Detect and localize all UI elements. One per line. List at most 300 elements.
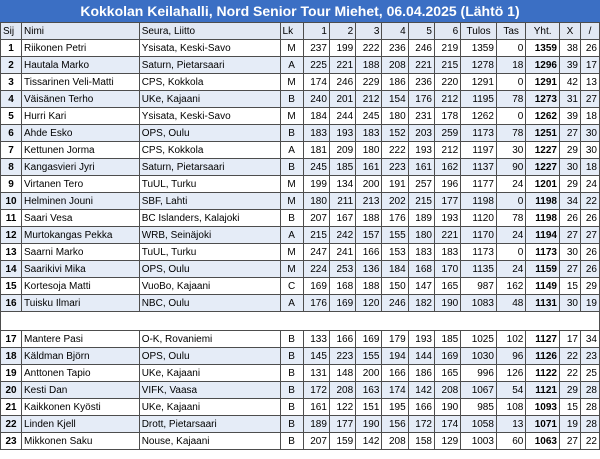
- strikes-cell: 27: [559, 261, 580, 278]
- col-header-game-4: 4: [382, 23, 408, 40]
- club-cell: OPS, Oulu: [139, 348, 280, 365]
- game-5-cell: 172: [408, 416, 434, 433]
- game-5-cell: 221: [408, 57, 434, 74]
- game-6-cell: 259: [434, 125, 460, 142]
- club-cell: CPS, Kokkola: [139, 74, 280, 91]
- class-cell: C: [280, 278, 303, 295]
- class-cell: B: [280, 210, 303, 227]
- game-4-cell: 176: [382, 210, 408, 227]
- club-cell: OPS, Oulu: [139, 261, 280, 278]
- game-4-cell: 152: [382, 125, 408, 142]
- club-cell: UKe, Kajaani: [139, 91, 280, 108]
- total-cell: 1063: [526, 433, 560, 450]
- game-3-cell: 245: [356, 108, 382, 125]
- strikes-cell: 27: [559, 433, 580, 450]
- name-cell: Saarni Marko: [22, 244, 140, 261]
- game-5-cell: 161: [408, 159, 434, 176]
- total-cell: 1198: [526, 210, 560, 227]
- game-4-cell: 246: [382, 295, 408, 312]
- club-cell: Saturn, Pietarsaari: [139, 57, 280, 74]
- rank-cell: 6: [1, 125, 22, 142]
- spares-cell: 22: [581, 433, 600, 450]
- name-cell: Saarikivi Mika: [22, 261, 140, 278]
- class-cell: B: [280, 348, 303, 365]
- game-2-cell: 169: [329, 295, 355, 312]
- game-2-cell: 177: [329, 416, 355, 433]
- game-3-cell: 190: [356, 416, 382, 433]
- game-4-cell: 194: [382, 348, 408, 365]
- game-1-cell: 199: [303, 176, 329, 193]
- game-1-cell: 245: [303, 159, 329, 176]
- result-cell: 1137: [461, 159, 497, 176]
- table-row: [1, 108, 600, 125]
- game-6-cell: 165: [434, 278, 460, 295]
- game-4-cell: 150: [382, 278, 408, 295]
- handicap-cell: 18: [496, 57, 525, 74]
- rank-cell: 23: [1, 433, 22, 450]
- game-5-cell: 182: [408, 295, 434, 312]
- game-6-cell: 174: [434, 416, 460, 433]
- club-cell: O-K, Rovaniemi: [139, 331, 280, 348]
- game-6-cell: 212: [434, 91, 460, 108]
- name-cell: Kaikkonen Kyösti: [22, 399, 140, 416]
- game-1-cell: 176: [303, 295, 329, 312]
- total-cell: 1093: [526, 399, 560, 416]
- table-header: [1, 23, 600, 40]
- results-table: [0, 22, 600, 450]
- game-3-cell: 213: [356, 193, 382, 210]
- game-5-cell: 203: [408, 125, 434, 142]
- class-cell: B: [280, 382, 303, 399]
- game-2-cell: 253: [329, 261, 355, 278]
- game-3-cell: 188: [356, 278, 382, 295]
- club-cell: VuoBo, Kajaani: [139, 278, 280, 295]
- table-row: [1, 433, 600, 450]
- spares-cell: 26: [581, 244, 600, 261]
- strikes-cell: 29: [559, 176, 580, 193]
- game-2-cell: 246: [329, 74, 355, 91]
- name-cell: Helminen Jouni: [22, 193, 140, 210]
- handicap-cell: 78: [496, 210, 525, 227]
- rank-cell: 4: [1, 91, 22, 108]
- class-cell: M: [280, 193, 303, 210]
- class-cell: B: [280, 91, 303, 108]
- game-3-cell: 166: [356, 244, 382, 261]
- col-header-slash: /: [581, 23, 600, 40]
- game-6-cell: 183: [434, 244, 460, 261]
- table-row: [1, 227, 600, 244]
- name-cell: Saari Vesa: [22, 210, 140, 227]
- game-2-cell: 242: [329, 227, 355, 244]
- game-2-cell: 241: [329, 244, 355, 261]
- spares-cell: 27: [581, 91, 600, 108]
- game-6-cell: 165: [434, 365, 460, 382]
- col-header-game-2: 2: [329, 23, 355, 40]
- class-cell: M: [280, 40, 303, 57]
- table-row: [1, 210, 600, 227]
- result-cell: 1025: [461, 331, 497, 348]
- game-3-cell: 163: [356, 382, 382, 399]
- game-4-cell: 156: [382, 416, 408, 433]
- rank-cell: 9: [1, 176, 22, 193]
- game-5-cell: 166: [408, 399, 434, 416]
- game-3-cell: 183: [356, 125, 382, 142]
- total-cell: 1126: [526, 348, 560, 365]
- table-row: [1, 74, 600, 91]
- game-6-cell: 208: [434, 382, 460, 399]
- table-row: [1, 399, 600, 416]
- strikes-cell: 34: [559, 193, 580, 210]
- handicap-cell: 162: [496, 278, 525, 295]
- result-cell: 1173: [461, 244, 497, 261]
- name-cell: Ahde Esko: [22, 125, 140, 142]
- table-row: [1, 125, 600, 142]
- result-cell: 1359: [461, 40, 497, 57]
- result-cell: 1198: [461, 193, 497, 210]
- class-cell: A: [280, 227, 303, 244]
- col-header-yht: Yht.: [526, 23, 560, 40]
- game-4-cell: 153: [382, 244, 408, 261]
- game-6-cell: 221: [434, 227, 460, 244]
- game-6-cell: 185: [434, 331, 460, 348]
- name-cell: Tuisku Ilmari: [22, 295, 140, 312]
- total-cell: 1227: [526, 142, 560, 159]
- name-cell: Linden Kjell: [22, 416, 140, 433]
- game-4-cell: 195: [382, 399, 408, 416]
- game-4-cell: 155: [382, 227, 408, 244]
- result-cell: 1003: [461, 433, 497, 450]
- total-cell: 1071: [526, 416, 560, 433]
- game-6-cell: 170: [434, 261, 460, 278]
- name-cell: Hurri Kari: [22, 108, 140, 125]
- total-cell: 1194: [526, 227, 560, 244]
- handicap-cell: 126: [496, 365, 525, 382]
- handicap-cell: 30: [496, 142, 525, 159]
- strikes-cell: 39: [559, 57, 580, 74]
- game-2-cell: 208: [329, 382, 355, 399]
- class-cell: M: [280, 108, 303, 125]
- game-2-cell: 209: [329, 142, 355, 159]
- game-4-cell: 180: [382, 108, 408, 125]
- club-cell: SBF, Lahti: [139, 193, 280, 210]
- result-cell: 1170: [461, 227, 497, 244]
- class-cell: A: [280, 57, 303, 74]
- spares-cell: 30: [581, 125, 600, 142]
- class-cell: M: [280, 176, 303, 193]
- rank-cell: 22: [1, 416, 22, 433]
- result-cell: 1291: [461, 74, 497, 91]
- spares-cell: 19: [581, 295, 600, 312]
- game-1-cell: 237: [303, 40, 329, 57]
- game-6-cell: 193: [434, 210, 460, 227]
- total-cell: 1251: [526, 125, 560, 142]
- result-cell: 1030: [461, 348, 497, 365]
- table-row: [1, 331, 600, 348]
- table-row: [1, 142, 600, 159]
- handicap-cell: 0: [496, 74, 525, 91]
- rank-cell: 12: [1, 227, 22, 244]
- result-cell: 1262: [461, 108, 497, 125]
- separator-row: [1, 312, 600, 331]
- club-cell: TuUL, Turku: [139, 244, 280, 261]
- game-6-cell: 162: [434, 159, 460, 176]
- strikes-cell: 42: [559, 74, 580, 91]
- game-1-cell: 215: [303, 227, 329, 244]
- name-cell: Murtokangas Pekka: [22, 227, 140, 244]
- class-cell: B: [280, 125, 303, 142]
- game-3-cell: 200: [356, 176, 382, 193]
- club-cell: CPS, Kokkola: [139, 142, 280, 159]
- club-cell: OPS, Oulu: [139, 125, 280, 142]
- game-3-cell: 151: [356, 399, 382, 416]
- result-cell: 1058: [461, 416, 497, 433]
- col-header-seura: Seura, Liitto: [139, 23, 280, 40]
- strikes-cell: 29: [559, 142, 580, 159]
- game-1-cell: 240: [303, 91, 329, 108]
- rank-cell: 11: [1, 210, 22, 227]
- game-4-cell: 184: [382, 261, 408, 278]
- table-row: [1, 261, 600, 278]
- game-3-cell: 200: [356, 365, 382, 382]
- table-row: [1, 40, 600, 57]
- game-5-cell: 215: [408, 193, 434, 210]
- strikes-cell: 30: [559, 295, 580, 312]
- game-2-cell: 134: [329, 176, 355, 193]
- game-1-cell: 172: [303, 382, 329, 399]
- game-2-cell: 211: [329, 193, 355, 210]
- rank-cell: 16: [1, 295, 22, 312]
- strikes-cell: 17: [559, 331, 580, 348]
- table-row: [1, 159, 600, 176]
- strikes-cell: 30: [559, 159, 580, 176]
- game-2-cell: 223: [329, 348, 355, 365]
- game-6-cell: 190: [434, 295, 460, 312]
- class-cell: B: [280, 365, 303, 382]
- rank-cell: 15: [1, 278, 22, 295]
- result-cell: 1177: [461, 176, 497, 193]
- table-row: [1, 244, 600, 261]
- name-cell: Mikkonen Saku: [22, 433, 140, 450]
- game-5-cell: 180: [408, 227, 434, 244]
- handicap-cell: 0: [496, 40, 525, 57]
- handicap-cell: 0: [496, 193, 525, 210]
- rank-cell: 3: [1, 74, 22, 91]
- spares-cell: 24: [581, 176, 600, 193]
- game-1-cell: 174: [303, 74, 329, 91]
- game-3-cell: 142: [356, 433, 382, 450]
- game-2-cell: 185: [329, 159, 355, 176]
- game-1-cell: 131: [303, 365, 329, 382]
- name-cell: Virtanen Tero: [22, 176, 140, 193]
- total-cell: 1121: [526, 382, 560, 399]
- col-header-game-1: 1: [303, 23, 329, 40]
- game-3-cell: 188: [356, 57, 382, 74]
- game-2-cell: 168: [329, 278, 355, 295]
- game-4-cell: 236: [382, 40, 408, 57]
- game-1-cell: 224: [303, 261, 329, 278]
- game-1-cell: 247: [303, 244, 329, 261]
- results-group-2: [1, 331, 600, 450]
- strikes-cell: 19: [559, 416, 580, 433]
- result-cell: 1278: [461, 57, 497, 74]
- rank-cell: 17: [1, 331, 22, 348]
- game-1-cell: 207: [303, 433, 329, 450]
- game-1-cell: 180: [303, 193, 329, 210]
- game-3-cell: 212: [356, 91, 382, 108]
- club-cell: Drott, Pietarsaari: [139, 416, 280, 433]
- spares-cell: 28: [581, 382, 600, 399]
- col-header-tas: Tas: [496, 23, 525, 40]
- class-cell: B: [280, 159, 303, 176]
- rank-cell: 13: [1, 244, 22, 261]
- col-header-x: X: [559, 23, 580, 40]
- game-3-cell: 157: [356, 227, 382, 244]
- rank-cell: 14: [1, 261, 22, 278]
- handicap-cell: 24: [496, 227, 525, 244]
- club-cell: WRB, Seinäjoki: [139, 227, 280, 244]
- game-3-cell: 169: [356, 331, 382, 348]
- game-4-cell: 202: [382, 193, 408, 210]
- table-row: [1, 176, 600, 193]
- game-2-cell: 201: [329, 91, 355, 108]
- game-3-cell: 222: [356, 40, 382, 57]
- col-header-game-6: 6: [434, 23, 460, 40]
- handicap-cell: 108: [496, 399, 525, 416]
- game-4-cell: 223: [382, 159, 408, 176]
- game-1-cell: 183: [303, 125, 329, 142]
- strikes-cell: 39: [559, 108, 580, 125]
- spares-cell: 22: [581, 193, 600, 210]
- rank-cell: 1: [1, 40, 22, 57]
- game-6-cell: 220: [434, 74, 460, 91]
- name-cell: Käldman Björn: [22, 348, 140, 365]
- total-cell: 1273: [526, 91, 560, 108]
- class-cell: B: [280, 331, 303, 348]
- rank-cell: 18: [1, 348, 22, 365]
- table-row: [1, 193, 600, 210]
- club-cell: Nouse, Kajaani: [139, 433, 280, 450]
- game-1-cell: 184: [303, 108, 329, 125]
- spares-cell: 26: [581, 261, 600, 278]
- game-5-cell: 168: [408, 261, 434, 278]
- club-cell: BC Islanders, Kalajoki: [139, 210, 280, 227]
- game-5-cell: 186: [408, 365, 434, 382]
- handicap-cell: 78: [496, 125, 525, 142]
- handicap-cell: 48: [496, 295, 525, 312]
- game-5-cell: 147: [408, 278, 434, 295]
- spares-cell: 29: [581, 278, 600, 295]
- col-header-tulos: Tulos: [461, 23, 497, 40]
- game-3-cell: 155: [356, 348, 382, 365]
- strikes-cell: 38: [559, 40, 580, 57]
- game-3-cell: 229: [356, 74, 382, 91]
- table-row: [1, 416, 600, 433]
- total-cell: 1149: [526, 278, 560, 295]
- name-cell: Mantere Pasi: [22, 331, 140, 348]
- game-1-cell: 133: [303, 331, 329, 348]
- strikes-cell: 15: [559, 399, 580, 416]
- game-1-cell: 181: [303, 142, 329, 159]
- spares-cell: 26: [581, 40, 600, 57]
- game-3-cell: 188: [356, 210, 382, 227]
- rank-cell: 20: [1, 382, 22, 399]
- club-cell: UKe, Kajaani: [139, 399, 280, 416]
- game-2-cell: 244: [329, 108, 355, 125]
- handicap-cell: 0: [496, 108, 525, 125]
- strikes-cell: 27: [559, 227, 580, 244]
- strikes-cell: 29: [559, 382, 580, 399]
- strikes-cell: 30: [559, 244, 580, 261]
- handicap-cell: 102: [496, 331, 525, 348]
- game-4-cell: 154: [382, 91, 408, 108]
- game-5-cell: 176: [408, 91, 434, 108]
- name-cell: Väisänen Terho: [22, 91, 140, 108]
- game-2-cell: 199: [329, 40, 355, 57]
- club-cell: Ysisata, Keski-Savo: [139, 108, 280, 125]
- game-2-cell: 159: [329, 433, 355, 450]
- col-header-game-3: 3: [356, 23, 382, 40]
- game-5-cell: 183: [408, 244, 434, 261]
- game-4-cell: 174: [382, 382, 408, 399]
- rank-cell: 2: [1, 57, 22, 74]
- name-cell: Anttonen Tapio: [22, 365, 140, 382]
- game-6-cell: 169: [434, 348, 460, 365]
- total-cell: 1201: [526, 176, 560, 193]
- table-row: [1, 365, 600, 382]
- game-1-cell: 169: [303, 278, 329, 295]
- game-2-cell: 166: [329, 331, 355, 348]
- game-4-cell: 222: [382, 142, 408, 159]
- results-group-1: [1, 40, 600, 312]
- handicap-cell: 24: [496, 261, 525, 278]
- game-5-cell: 142: [408, 382, 434, 399]
- handicap-cell: 96: [496, 348, 525, 365]
- spares-cell: 23: [581, 348, 600, 365]
- game-4-cell: 191: [382, 176, 408, 193]
- rank-cell: 7: [1, 142, 22, 159]
- game-1-cell: 207: [303, 210, 329, 227]
- handicap-cell: 78: [496, 91, 525, 108]
- rank-cell: 19: [1, 365, 22, 382]
- game-4-cell: 179: [382, 331, 408, 348]
- spares-cell: 17: [581, 57, 600, 74]
- game-5-cell: 144: [408, 348, 434, 365]
- name-cell: Kangasvieri Jyri: [22, 159, 140, 176]
- name-cell: Riikonen Petri: [22, 40, 140, 57]
- rank-cell: 21: [1, 399, 22, 416]
- result-cell: 987: [461, 278, 497, 295]
- col-header-sij: Sij: [1, 23, 22, 40]
- total-cell: 1296: [526, 57, 560, 74]
- handicap-cell: 90: [496, 159, 525, 176]
- total-cell: 1291: [526, 74, 560, 91]
- game-4-cell: 166: [382, 365, 408, 382]
- class-cell: M: [280, 261, 303, 278]
- class-cell: B: [280, 433, 303, 450]
- handicap-cell: 24: [496, 176, 525, 193]
- game-6-cell: 212: [434, 142, 460, 159]
- name-cell: Kettunen Jorma: [22, 142, 140, 159]
- game-5-cell: 231: [408, 108, 434, 125]
- club-cell: TuUL, Turku: [139, 176, 280, 193]
- strikes-cell: 27: [559, 125, 580, 142]
- game-1-cell: 145: [303, 348, 329, 365]
- game-2-cell: 148: [329, 365, 355, 382]
- game-6-cell: 219: [434, 40, 460, 57]
- spares-cell: 26: [581, 210, 600, 227]
- game-3-cell: 161: [356, 159, 382, 176]
- result-cell: 1195: [461, 91, 497, 108]
